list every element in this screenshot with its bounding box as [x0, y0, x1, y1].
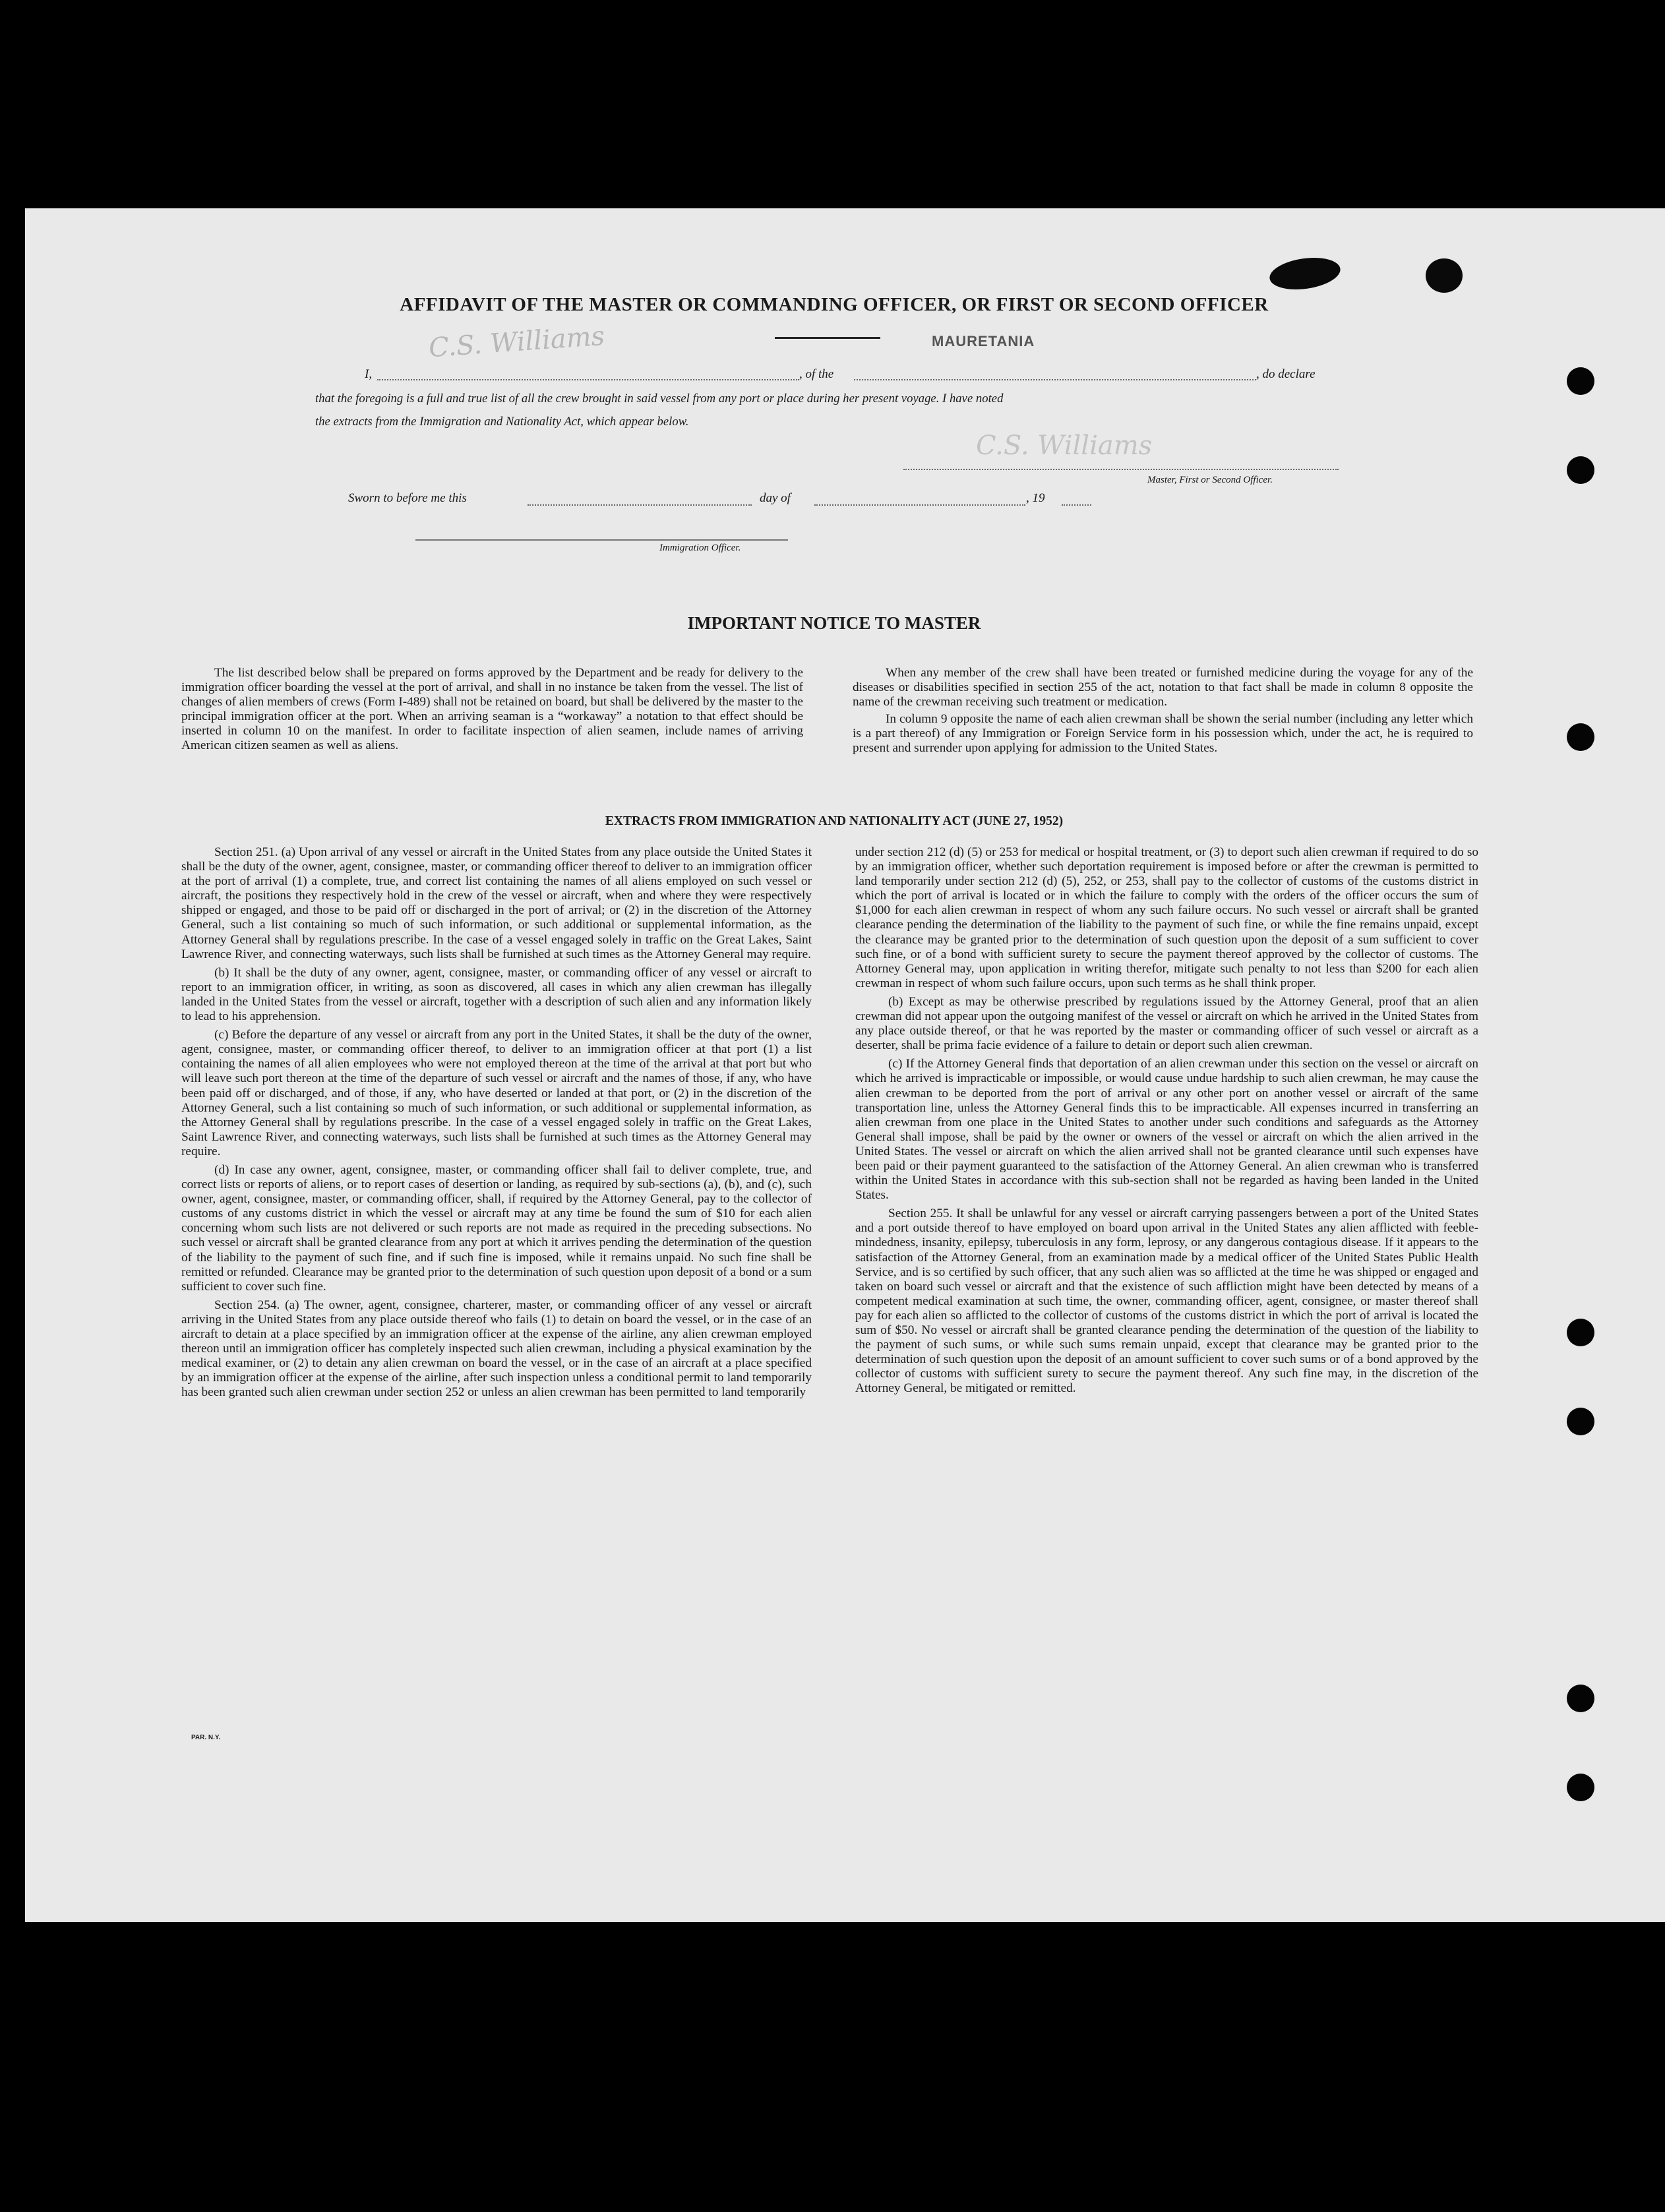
notice-right-column: [853, 666, 1473, 756]
sworn-day-field[interactable]: [528, 504, 752, 506]
ink-blot: [1426, 258, 1463, 293]
act-section-paragraph: (c) Before the departure of any vessel or aircraft from any port in the United States, it shall be the duty of the owner, agent, consignee, master, or commanding officer thereof, to deliver to an immigration officer at that port (1) a list containing the names of all alien employees who were not employed thereon at the time of the arrival at that port but who will leave such port thereon at the time of the departure of such vessel or aircraft and the names of those, if any, who have been paid off or discharged, and of those, if any, who have deserted or landed at that port, or (2) in the discretion of the Attorney General, such a list containing so much of such information, or such additional or supplemental information, as the Attorney General shall by regulations prescribe. In the case of a vessel engaged solely in traffic on the Great Lakes, Saint Lawrence River, and connecting waterways, such lists shall be furnished at such times as the Attorney General may require.: [181, 1028, 812, 1158]
act-section-paragraph: Section 254. (a) The owner, agent, consignee, charterer, master, or commanding officer of any vessel or aircraft arriving in the United States from any place outside thereof who fails (1) to detain on board the vessel, or in the case of an aircraft to detain at a place specified by an immigration officer at the expense of the airline, any alien crewman employed thereon until an immigration officer has completely inspected such alien crewman, including a physical examination by the medical examiner, or (2) to detain any alien crewman on board the vessel, or in the case of an aircraft at a place specified by an immigration officer at the expense of the airline, after such inspection unless a conditional permit to land temporarily has been granted such alien crewman under section 252 or unless an alien crewman has been permitted to land temporarily: [181, 1298, 812, 1400]
extracts-heading: EXTRACTS FROM IMMIGRATION AND NATIONALITY ACT (JUNE 27, 1952): [605, 814, 1064, 828]
act-section-paragraph: (b) It shall be the duty of any owner, agent, consignee, master, or commanding officer of any vessel or aircraft to report to an immigration officer, in writing, as soon as discovered, all cases in which any alien crewman has illegally landed in the United States from the vessel or aircraft, together with a description of such alien and any information likely to lead to his apprehension.: [181, 965, 812, 1024]
notice-paragraph: When any member of the crew shall have been treated or furnished medicine during the voyage for any of the diseases or disabilities specified in section 255 of the act, notation to that fact shall be made in column 8 opposite the name of the crewman receiving such treatment or medication.: [853, 666, 1473, 709]
punch-hole: [1567, 723, 1594, 751]
punch-hole: [1567, 456, 1594, 484]
printer-mark: PAR. N.Y.: [191, 1734, 221, 1741]
punch-hole: [1567, 1774, 1594, 1801]
master-caption: Master, First or Second Officer.: [1147, 475, 1273, 485]
act-section-paragraph: under section 212 (d) (5) or 253 for medical or hospital treatment, or (3) to deport such alien crewman if required to do so by an immigration officer, whether such deportation requirement is imposed before or after the crewman is permitted to land temporarily under section 212 (d) (5), 252, or 253, shall pay to the collector of customs of the customs district in which the port of arrival is located or in which the failure to comply with the orders of the officer occurs the sum of $1,000 for each alien crewman in respect of whom any such failure occurs. No such vessel or aircraft shall be granted clearance pending the determination of the liability to the payment of such fine, or while the fine remains unpaid, except the clearance may be granted prior to the determination of such question upon the deposit of a sum sufficient to cover such fine, or of a bond with sufficient surety to secure the payment thereof approved by the collector of customs. The Attorney General may, upon application in writing therefor, mitigate such penalty to not less than $200 for each alien crewman in respect of whom such failure occurs, upon such terms as he shall think proper.: [855, 845, 1478, 990]
punch-hole: [1567, 1685, 1594, 1712]
vessel-field[interactable]: [854, 379, 1256, 380]
extracts-right-column: [855, 845, 1478, 1396]
year-label: , 19: [1026, 491, 1045, 505]
declare-label-of-the: , of the: [799, 367, 834, 381]
officer-caption: Immigration Officer.: [659, 543, 741, 553]
act-section-paragraph: (b) Except as may be otherwise prescribed by regulations issued by the Attorney General, proof that an alien crewman did not appear upon the outgoing manifest of the vessel or aircraft on which he arrived in the United States from any place outside thereof, or that he was reported by the master or commanding officer of such vessel or aircraft as a deserter, shall be prima facie evidence of a failure to detain or deport such alien crewman.: [855, 994, 1478, 1053]
sworn-month-field[interactable]: [814, 504, 1025, 506]
act-section-paragraph: Section 255. It shall be unlawful for any vessel or aircraft carrying passengers between a port of the United States and a port outside thereof to have employed on board upon arrival in the United States any alien afflicted with feeble-mindedness, insanity, epilepsy, tuberculosis in any form, leprosy, or any dangerous contagious disease. If it appears to the satisfaction of the Attorney General, from an examination made by a medical officer of the United States Public Health Service, and is so certified by such officer, that any such alien was so afflicted at the time he was shipped or engaged and taken on board such vessel or aircraft and that the existence of such affliction might have been detected by means of a competent medical examination at such time, the owner, commanding officer, agent, consignee, or master thereof shall pay for each alien so afflicted to the collector of customs of the customs district in which the port of arrival is located the sum of $50. No vessel or aircraft shall be granted clearance pending the determination of the question of the liability to the payment of such sums, or while such sums remain unpaid, except that clearance may be granted prior to the determination of such question upon the deposit of an amount sufficient to cover such sums or of a bond approved by the collector of customs with sufficient surety to secure the payment thereof. Any such fine may, in the discretion of the Attorney General, be mitigated or remitted.: [855, 1207, 1478, 1396]
declaration-text: that the foregoing is a full and true list of all the crew brought in said vessel from any port or place during her present voyage. I have noted: [315, 392, 1004, 405]
master-signature-line[interactable]: [903, 469, 1339, 470]
officer-signature-line[interactable]: [415, 539, 788, 541]
act-section-paragraph: (d) In case any owner, agent, consignee, master, or commanding officer shall fail to deliver complete, true, and correct lists or reports of aliens, or to report cases of desertion or landing, as required by sub-sections (a), (b), and (c), such owner, agent, consignee, master, or commanding officer, shall, if required by the Attorney General, pay to the collector of customs of any customs district in which the vessel or aircraft may at any time be found the sum of $10 for each alien concerning whom such lists are not delivered or such reports are not made as required in the preceding subsections. No such vessel or aircraft shall be granted clearance from any port at which it arrives pending the determination of the question of the liability to the payment of such fine, and if such fine is imposed, while it remains unpaid. No such fine shall be remitted or refunded. Clearance may be granted prior to the determination of such question upon deposit of a bond or a sum sufficient to cover such fine.: [181, 1162, 812, 1294]
notice-left-column: [181, 666, 803, 754]
punch-hole: [1567, 1408, 1594, 1435]
affidavit-title: AFFIDAVIT OF THE MASTER OR COMMANDING OFFICER, OR FIRST OR SECOND OFFICER: [400, 294, 1269, 315]
notice-paragraph: In column 9 opposite the name of each alien crewman shall be shown the serial number (including any letter which is a part thereof) of any Immigration or Foreign Service form in his possession which, under the act, he is required to present and surrender upon applying for admission to the United States.: [853, 712, 1473, 756]
notice-heading: IMPORTANT NOTICE TO MASTER: [687, 613, 981, 633]
declare-label-i: I,: [365, 367, 373, 381]
vessel-name-stamp: MAURETANIA: [932, 333, 1035, 349]
master-signature: C.S. Williams: [976, 431, 1153, 461]
sworn-year-field[interactable]: [1062, 504, 1091, 506]
act-section-paragraph: Section 251. (a) Upon arrival of any vessel or aircraft in the United States from any place outside the United States it shall be the duty of the owner, agent, consignee, master, or commanding officer thereof to deliver to an immigration officer at the port of arrival (1) a complete, true, and correct list containing the names of all aliens employed on such vessel or aircraft, the positions they respectively hold in the crew of the vessel or aircraft, when and where they were respectively shipped or engaged, and those to be paid off or discharged in the port of arrival; or (2) in the discretion of the Attorney General, such a list containing so much of such information, or such additional or supplemental information, as the Attorney General shall by regulations prescribe. In the case of a vessel engaged solely in traffic on the Great Lakes, Saint Lawrence River, and connecting waterways, such lists shall be furnished at such times as the Attorney General may require.: [181, 845, 812, 961]
name-field[interactable]: [377, 379, 799, 380]
title-rule: [775, 337, 880, 339]
declare-label-do-declare: , do declare: [1256, 367, 1316, 381]
notice-paragraph: The list described below shall be prepared on forms approved by the Department and be ready for delivery to the immigration officer boarding the vessel at the port of arrival, and shall in no instance be taken from the vessel. The list of changes of alien members of crews (Form I-489) shall not be retained on board, but shall be delivered by the master to the principal immigration officer at the port. When an arriving seaman is a “workaway” a notation to that effect should be inserted in column 10 on the manifest. In order to facilitate inspection of alien seamen, include names of arriving American citizen seamen as well as aliens.: [181, 666, 803, 753]
extracts-left-column: [181, 845, 812, 1400]
sworn-label: Sworn to before me this: [348, 491, 467, 505]
act-section-paragraph: (c) If the Attorney General finds that deportation of an alien crewman under this section on the vessel or aircraft on which he arrived is impracticable or impossible, or would cause undue hardship to such alien crewman, he may cause the alien crewman to be deported from the port of arrival or any other port on another vessel or aircraft of the same transportation line, unless the Attorney General finds this to be impracticable. All expenses incurred in transferring an alien crewman from one place in the United States to another under such conditions and safeguards as the Attorney General shall impose, shall be paid by the owner or owners of the vessel or aircraft on which the alien arrived in the United States. The vessel or aircraft on which the alien arrived shall not be granted clearance until such expenses have been paid or their payment guaranteed to the satisfaction of the Attorney General. An alien crewman who is transferred within the United States in accordance with this sub-section shall not be regarded as having been landed in the United States.: [855, 1057, 1478, 1203]
day-of-label: day of: [760, 491, 791, 505]
declaration-text: the extracts from the Immigration and Nationality Act, which appear below.: [315, 415, 689, 429]
master-name-signature: C.S. Williams: [427, 320, 606, 364]
punch-hole: [1567, 367, 1594, 395]
punch-hole: [1567, 1319, 1594, 1346]
